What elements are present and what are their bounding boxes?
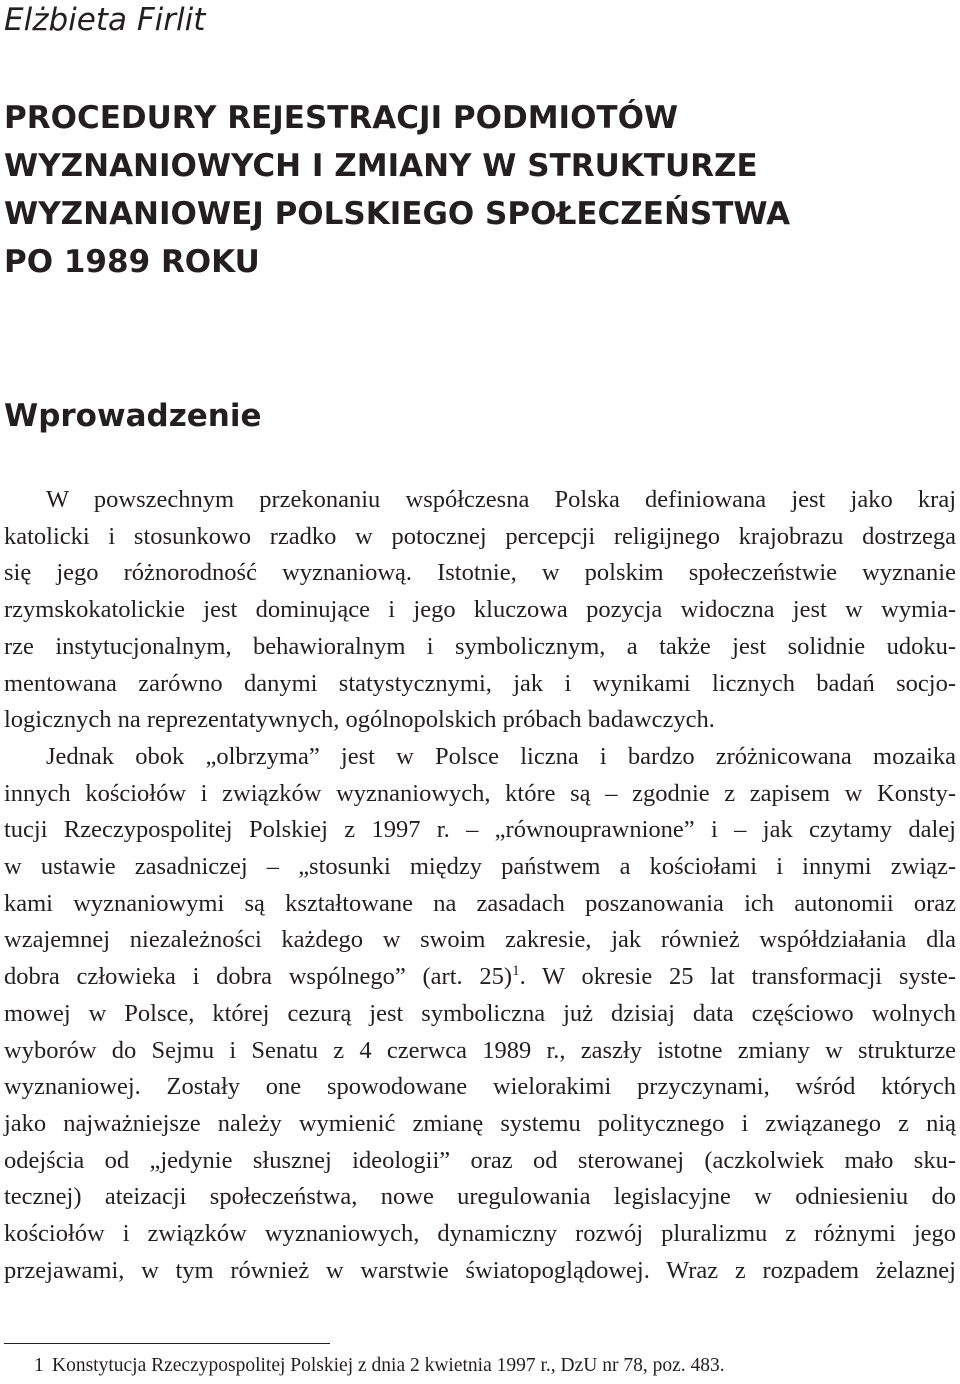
body-line: kami wyznaniowymi są kształtowane na zasadach poszanowania ich autonomii oraz: [4, 889, 956, 917]
body-text: [4, 482, 956, 1289]
body-line: jako najważniejsze należy wymienić zmianę systemu politycznego i związanego z nią: [4, 1109, 956, 1137]
body-line: innych kościołów i związków wyznaniowych, które są – zgodnie z zapisem w Konsty-: [4, 779, 956, 807]
body-line: odejścia od „jedynie słusznej ideologii” oraz od sterowanej (aczkolwiek mało sku-: [4, 1146, 956, 1174]
body-line: rze instytucjonalnym, behawioralnym i symbolicznym, a także jest solidnie udoku-: [4, 632, 956, 660]
body-line: Jednak obok „olbrzyma” jest w Polsce liczna i bardzo zróżnicowana mozaika: [46, 742, 956, 770]
body-line: katolicki i stosunkowo rzadko w potocznej percepcji religijnego krajobrazu dostrzega: [4, 522, 956, 550]
body-line: rzymskokatolickie jest dominujące i jego kluczowa pozycja widoczna jest w wymia-: [4, 596, 956, 624]
body-line: mowej w Polsce, której cezurą jest symboliczna już dzisiaj data częściowo wolnych: [4, 999, 956, 1027]
body-line: logicznych na reprezentatywnych, ogólnopolskich próbach badawczych.: [4, 706, 715, 734]
title-line: WYZNANIOWYCH I ZMIANY W STRUKTURZE: [4, 148, 758, 184]
section-heading: Wprowadzenie: [4, 398, 262, 434]
body-line: tecznej) ateizacji społeczeństwa, nowe uregulowania legislacyjne w odniesieniu do: [4, 1183, 956, 1211]
body-line: wyborów do Sejmu i Senatu z 4 czerwca 1989 r., zaszły istotne zmiany w strukturze: [4, 1036, 956, 1064]
body-line: się jego różnorodność wyznaniową. Istotnie, w polskim społeczeństwie wyznanie: [4, 559, 956, 587]
footnote: [4, 1353, 725, 1379]
body-line: w ustawie zasadniczej – „stosunki między państwem a kościołami i innymi związ-: [4, 853, 956, 881]
body-line-part: . W okresie 25 lat transformacji syste-: [519, 963, 956, 991]
footnote-text: Konstytucja Rzeczypospolitej Polskiej z dnia 2 kwietnia 1997 r., DzU nr 78, poz. 483.: [52, 1355, 725, 1376]
body-line: wzajemnej niezależności każdego w swoim zakresie, jak również współdziałania dla: [4, 926, 956, 954]
body-line: przejawami, w tym również w warstwie światopoglądowej. Wraz z rozpadem żelaznej: [4, 1256, 956, 1284]
body-line: mentowana zarówno danymi statystycznymi, jak i wynikami licznych badań socjo-: [4, 669, 956, 697]
title-line: PO 1989 ROKU: [4, 244, 260, 280]
body-line: kościołów i związków wyznaniowych, dynamiczny rozwój pluralizmu z różnymi jego: [4, 1220, 956, 1248]
author-name: Elżbieta Firlit: [4, 2, 206, 38]
body-line-with-footnote: [4, 959, 956, 996]
body-line-part: dobra człowieka i dobra wspólnego” (art. 25): [4, 963, 513, 991]
title-line: PROCEDURY REJESTRACJI PODMIOTÓW: [4, 100, 679, 136]
footnote-number: 1: [34, 1355, 44, 1376]
body-line: W powszechnym przekonaniu współczesna Polska definiowana jest jako kraj: [46, 486, 956, 513]
article-title: [4, 94, 944, 286]
body-line: wyznaniowej. Zostały one spowodowane wielorakimi przyczynami, wśród których: [4, 1073, 956, 1101]
footnote-separator: [4, 1343, 330, 1344]
body-line: tucji Rzeczypospolitej Polskiej z 1997 r. – „równouprawnione” i – jak czytamy dalej: [4, 816, 956, 844]
title-line: WYZNANIOWEJ POLSKIEGO SPOŁECZEŃSTWA: [4, 196, 791, 232]
footnote-reference[interactable]: 1: [512, 963, 520, 980]
